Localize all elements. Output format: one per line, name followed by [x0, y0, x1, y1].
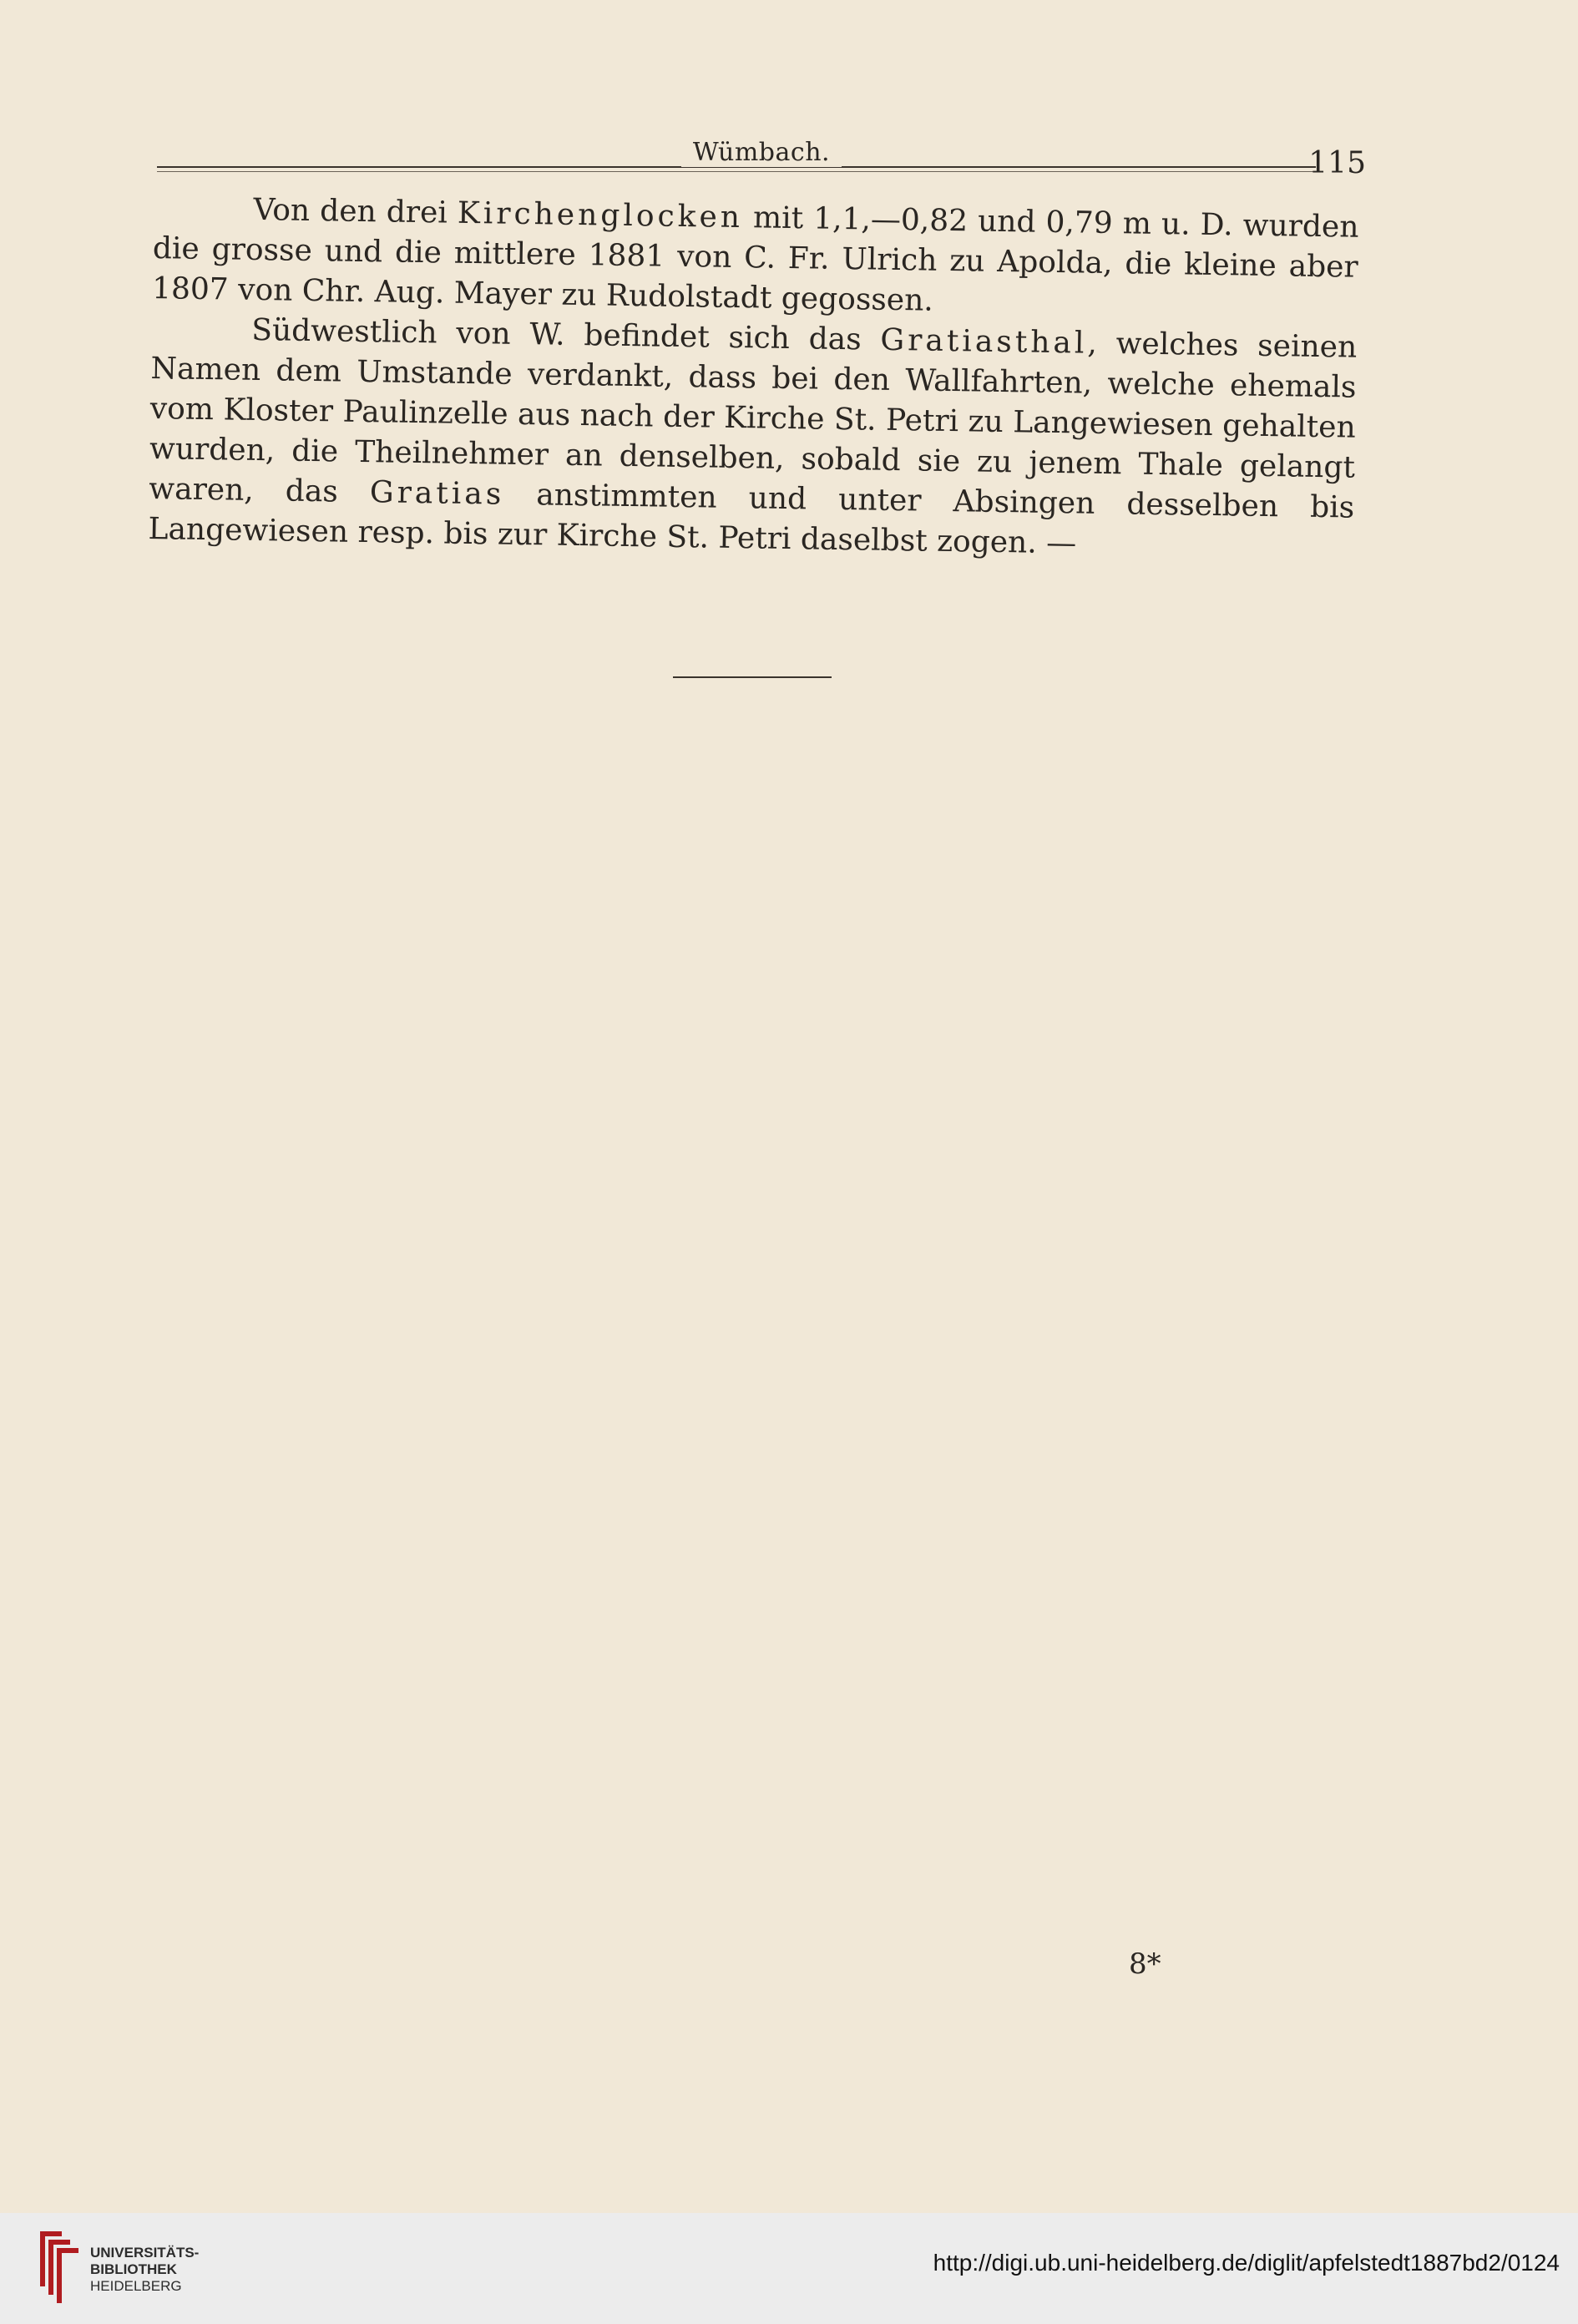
footer-bar: [0, 2213, 1578, 2324]
section-separator: [673, 676, 832, 678]
source-url-link[interactable]: http://digi.ub.uni-heidelberg.de/diglit/apfelstedt1887bd2/0124: [933, 2250, 1560, 2276]
running-title: Wümbach.: [157, 138, 1366, 167]
paragraph-gratiasthal: Südwestlich von W. befindet sich das Gratiasthal, welches seinen Namen dem Umstande verdankt, dass bei den Wallfahrten, welche ehemals vom Kloster Paulinzelle aus nach der Kirche St. Petri zu Langewiesen gehalten wurden, die Theilnehmer an denselben, sobald sie zu jenem Thale gelangt waren, das Gratias anstimmten und unter Absingen desselben bis Langewiesen resp. bis zur Kirche St. Petri daselbst zogen. —: [148, 312, 1358, 561]
library-name: UNIVERSITÄTS- BIBLIOTHEK HEIDELBERG: [90, 2245, 200, 2294]
signature-mark: 8*: [1129, 1947, 1161, 1981]
body-text: [148, 189, 1359, 569]
page-number: 115: [1308, 146, 1366, 180]
page-header: [157, 138, 1366, 188]
paragraph-bells: Von den drei Kirchenglocken mit 1,1,—0,82 und 0,79 m u. D. wurden die grosse und die mittlere 1881 von C. Fr. Ulrich zu Apolda, die kleine aber 1807 von Chr. Aug. Mayer zu Rudolstadt gegossen.: [151, 192, 1359, 318]
header-rule-thin: [157, 171, 1316, 172]
